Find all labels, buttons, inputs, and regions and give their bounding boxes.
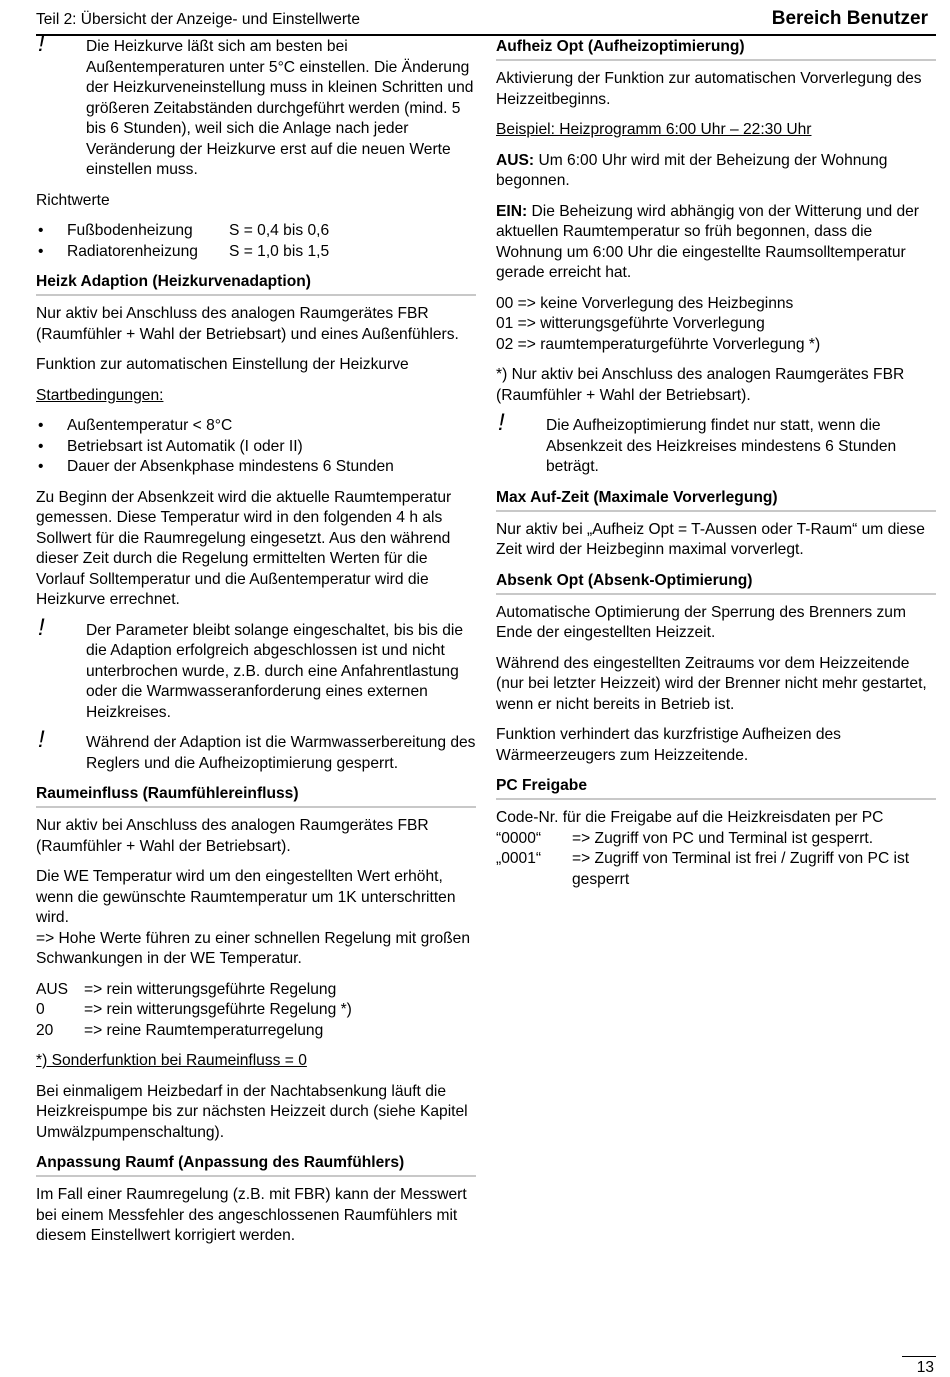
paragraph: Aktivierung der Funktion zur automatischen Vorverlegung des Heizzeitbeginns. xyxy=(496,70,922,108)
left-column xyxy=(36,30,476,1257)
paragraph: Nur aktiv bei Anschluss des analogen Raumgerätes FBR (Raumfühler + Wahl der Betriebsart) und eines Außenfühlers. xyxy=(36,305,459,343)
paragraph: Code-Nr. für die Freigabe auf die Heizkreisdaten per PC xyxy=(496,809,884,826)
beispiel-label: Beispiel: Heizprogramm 6:00 Uhr – 22:30 Uhr xyxy=(496,121,812,138)
heading-aufheiz-opt: Aufheiz Opt (Aufheizoptimierung) xyxy=(496,37,936,61)
note-adaption xyxy=(36,726,476,774)
exclamation-icon: ! xyxy=(38,30,45,57)
table-row: AUS => rein witterungsgeführte Regelung xyxy=(36,980,337,998)
list-item: • Fußbodenheizung S = 0,4 bis 0,6 xyxy=(36,221,476,242)
note-aufheizoptimierung xyxy=(496,409,936,478)
paragraph: Nur aktiv bei „Aufheiz Opt = T-Aussen oder T-Raum“ um diese Zeit wird der Heizbeginn maximal vorverlegt. xyxy=(496,520,925,558)
richtwerte-list xyxy=(36,221,476,262)
paragraph: *) Nur aktiv bei Anschluss des analogen Raumgerätes FBR (Raumfühler + Wahl der Betriebsart). xyxy=(496,366,905,404)
table-row: 20 => reine Raumtemperaturregelung xyxy=(36,1021,324,1039)
exclamation-icon: ! xyxy=(38,613,45,641)
paragraph: Automatische Optimierung der Sperrung des Brenners zum Ende der eingestellten Heizzeit. xyxy=(496,603,906,641)
paragraph: Zu Beginn der Absenkzeit wird die aktuelle Raumtemperatur gemessen. Diese Temperatur wird in den folgenden 4 h als Sollwert für die Raumregelung eingesetzt. Aus den während dieser Zeit durch die Regelung ermittelten Werten für die Vorlauf Solltemperatur und die Außentemperatur wird die Heizkurve errechnet. xyxy=(36,488,452,608)
note-text: Die Aufheizoptimierung findet nur statt, wenn die Absenkzeit des Heizkreises mindestens 6 Stunden beträgt. xyxy=(546,417,897,475)
heading-heizk-adaption: Heizk Adaption (Heizkurvenadaption) xyxy=(36,272,476,296)
table-row: 0 => rein witterungsgeführte Regelung *) xyxy=(36,1001,352,1018)
paragraph: Bei einmaligem Heizbedarf in der Nachtabsenkung läuft die Heizkreispumpe bis zur nächsten Heizzeit durch (siehe Kapitel Umwälzpumpenschaltung). xyxy=(36,1082,468,1141)
paragraph: Im Fall einer Raumregelung (z.B. mit FBR) kann der Messwert bei einem Messfehler des angeschlossenen Raumfühlers mit diesem Einstellwert korrigiert werden. xyxy=(36,1186,467,1244)
section-title: Bereich Benutzer xyxy=(771,8,928,29)
right-column xyxy=(496,37,936,890)
list-item: • Radiatorenheizung S = 1,0 bis 1,5 xyxy=(36,242,476,263)
note-heizkurve xyxy=(36,30,476,181)
heading-max-auf-zeit: Max Auf-Zeit (Maximale Vorverlegung) xyxy=(496,488,936,512)
list-item: • Außentemperatur < 8°C xyxy=(36,416,476,437)
paragraph: Nur aktiv bei Anschluss des analogen Raumgerätes FBR (Raumfühler + Wahl der Betriebsart). xyxy=(36,817,429,855)
heading-absenk-opt: Absenk Opt (Absenk-Optimierung) xyxy=(496,571,936,595)
paragraph: Während des eingestellten Zeitraums vor dem Heizzeitende (nur bei letzter Heizzeit) wird der Brenner nicht mehr gestartet, wenn er nicht bereits in Betrieb ist. xyxy=(496,654,927,713)
heading-raumeinfluss: Raumeinfluss (Raumfühlereinfluss) xyxy=(36,784,476,808)
startbedingungen-list xyxy=(36,416,476,478)
exclamation-icon: ! xyxy=(38,726,45,753)
pc-freigabe-block xyxy=(496,808,936,890)
paragraph: Funktion zur automatischen Einstellung der Heizkurve xyxy=(36,356,409,373)
list-item: 01 => witterungsgeführte Vorverlegung xyxy=(496,315,765,332)
page-header xyxy=(36,6,936,36)
startbedingungen-label: Startbedingungen: xyxy=(36,386,164,404)
list-item: 02 => raumtemperaturgeführte Vorverlegung *) xyxy=(496,335,821,353)
sonderfunktion-label: *) Sonderfunktion bei Raumeinfluss = 0 xyxy=(36,1052,307,1069)
heading-pc-freigabe: PC Freigabe xyxy=(496,776,936,800)
paragraph: EIN: Die Beheizung wird abhängig von der Witterung und der aktuellen Raumtemperatur so früh begonnen, dass die Wohnung um 6:00 Uhr die eingestellte Raumsolltemperatur gerade erreicht hat. xyxy=(496,202,920,281)
exclamation-icon: ! xyxy=(498,409,505,436)
paragraph: Funktion verhindert das kurzfristige Aufheizen des Wärmeerzeugers zum Heizzeitende. xyxy=(496,726,841,764)
page-number: 13 xyxy=(916,1359,934,1376)
note-text: Die Heizkurve läßt sich am besten bei Außentemperaturen unter 5°C einstellen. Die Änderung der Heizkurveneinstellung muss in kleinen Schritten und größeren Zeitabständen durchgeführt werden (mind. 5 bis 6 Stunden), weil sich die Anlage nach jeder Veränderung der Heizkurve erst auf die neuen Werte einstellen muss. xyxy=(86,38,474,178)
paragraph: Die WE Temperatur wird um den eingestellten Wert erhöht, wenn die gewünschte Raumtemperatur um 1K unterschritten wird. => Hohe Werte führen zu einer schnellen Regelung mit großen Schwankungen in der WE Temperatur. xyxy=(36,868,470,967)
note-text: Während der Adaption ist die Warmwasserbereitung des Reglers und die Aufheizoptimierung gesperrt. xyxy=(86,734,476,772)
note-text: Der Parameter bleibt solange eingeschaltet, bis bis die die Adaption erfolgreich abgeschlossen ist und nicht unterbrochen wurde, z.B. durch eine Anfahrentlastung oder die Warmwasseranforderung eines externen Heizkreises. xyxy=(86,621,464,721)
list-item: • Betriebsart ist Automatik (I oder II) xyxy=(36,437,476,458)
list-item: • Dauer der Absenkphase mindestens 6 Stunden xyxy=(36,457,476,478)
table-row: „0001“ => Zugriff von Terminal ist frei / Zugriff von PC ist gesperrt xyxy=(496,850,910,888)
note-parameter xyxy=(36,613,476,724)
list-item: 00 => keine Vorverlegung des Heizbeginns xyxy=(496,294,794,312)
richtwerte-label: Richtwerte xyxy=(36,191,110,209)
vorverlegung-codes xyxy=(496,294,936,356)
chapter-title: Teil 2: Übersicht der Anzeige- und Einstellwerte xyxy=(36,11,360,28)
paragraph: AUS: Um 6:00 Uhr wird mit der Beheizung der Wohnung begonnen. xyxy=(496,151,888,189)
raumeinfluss-table xyxy=(36,980,476,1042)
heading-anpassung-raumf: Anpassung Raumf (Anpassung des Raumfühlers) xyxy=(36,1153,476,1177)
table-row: “0000“ => Zugriff von PC und Terminal ist gesperrt. xyxy=(496,829,874,847)
page-footer xyxy=(902,1356,936,1376)
